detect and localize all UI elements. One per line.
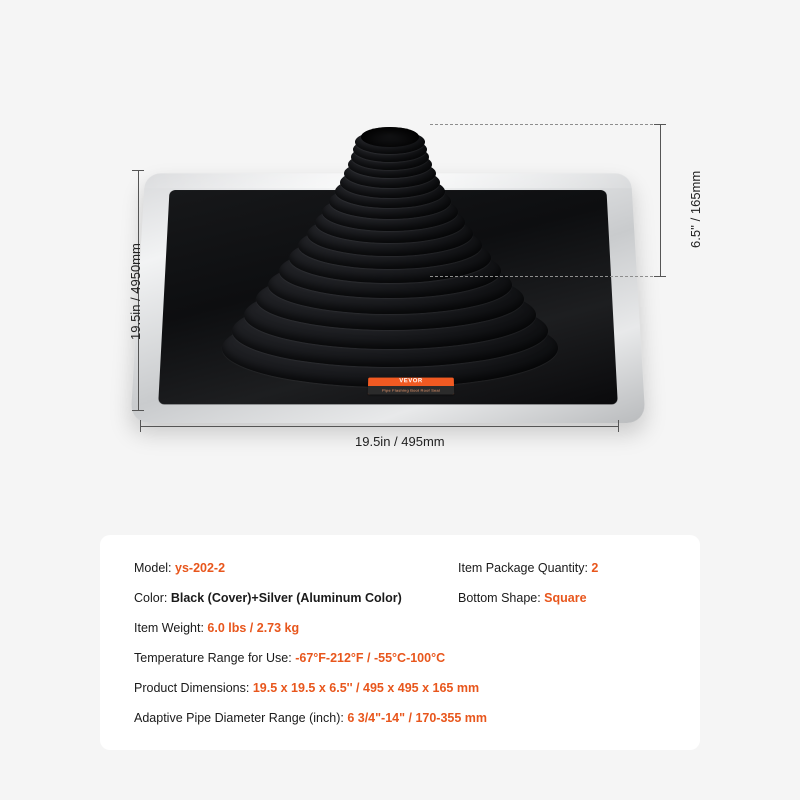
spec-label-model: Model: <box>134 561 175 575</box>
spec-value-item-weight: 6.0 lbs / 2.73 kg <box>207 621 300 635</box>
spec-value-product-dimensions: 19.5 x 19.5 x 6.5'' / 495 x 495 x 165 mm <box>252 681 480 695</box>
pipe-flashing-boot-image <box>138 105 638 425</box>
height-tick-top <box>654 124 666 125</box>
spec-label-package-quantity: Item Package Quantity: <box>458 561 592 575</box>
rubber-cone <box>222 113 558 381</box>
left-tick-bottom <box>132 410 144 411</box>
bottom-tick-right <box>618 420 619 432</box>
height-leader-top <box>430 124 658 125</box>
bottom-dimension-line <box>140 426 618 427</box>
spec-value-bottom-shape: Square <box>544 591 587 605</box>
spec-label-pipe-diameter-range: Adaptive Pipe Diameter Range (inch): <box>134 711 348 725</box>
left-tick-top <box>132 170 144 171</box>
height-dimension-line <box>660 124 661 276</box>
spec-value-temperature-range: -67°F-212°F / -55°C-100°C <box>295 651 446 665</box>
spec-label-item-weight: Item Weight: <box>134 621 208 635</box>
height-leader-bottom <box>430 276 658 277</box>
height-dimension-label: 6.5'' / 165mm <box>688 170 703 248</box>
specification-card <box>100 535 700 750</box>
spec-row <box>458 561 598 575</box>
sticker-subtitle-text: Pipe Flashing Boot Roof Seal <box>368 386 454 395</box>
cone-top-opening <box>361 127 419 147</box>
spec-row <box>134 711 487 725</box>
spec-value-color: Black (Cover)+Silver (Aluminum Color) <box>170 591 402 605</box>
spec-label-bottom-shape: Bottom Shape: <box>458 591 545 605</box>
spec-row <box>134 681 479 695</box>
spec-label-product-dimensions: Product Dimensions: <box>134 681 253 695</box>
spec-row <box>134 651 445 665</box>
left-dimension-label: 19.5in / 4950mm <box>128 243 143 340</box>
spec-label-color: Color: <box>134 591 171 605</box>
sticker-brand-text: VEVOR <box>368 378 454 386</box>
spec-label-temperature-range: Temperature Range for Use: <box>134 651 296 665</box>
spec-row <box>134 591 402 605</box>
bottom-dimension-label: 19.5in / 495mm <box>355 434 445 449</box>
spec-row <box>134 621 299 635</box>
spec-value-package-quantity: 2 <box>591 561 599 575</box>
spec-row <box>458 591 587 605</box>
bottom-tick-left <box>140 420 141 432</box>
vevor-sticker <box>368 378 454 395</box>
height-tick-bottom <box>654 276 666 277</box>
spec-row <box>134 561 225 575</box>
spec-value-pipe-diameter-range: 6 3/4"-14" / 170-355 mm <box>347 711 488 725</box>
spec-value-model: ys-202-2 <box>175 561 226 575</box>
